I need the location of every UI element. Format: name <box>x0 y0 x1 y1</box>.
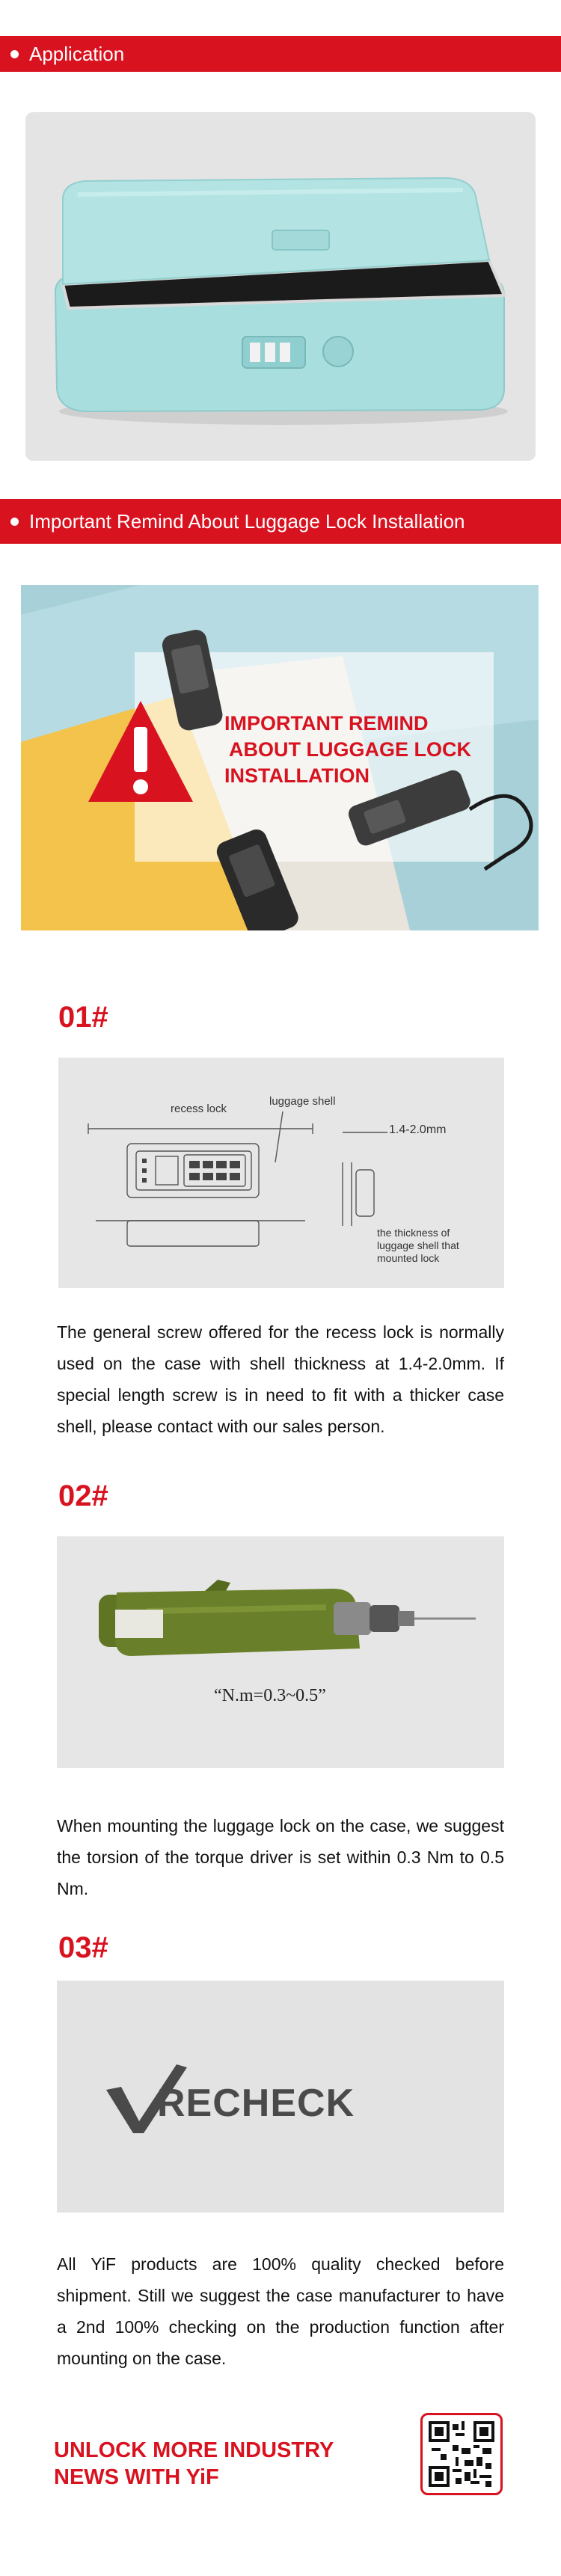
footer-title-line-2: NEWS WITH YiF <box>54 2465 219 2489</box>
torque-driver-illustration <box>57 1536 504 1768</box>
important-banner-title: Important Remind About Luggage Lock Installation <box>29 509 465 533</box>
footer-title <box>54 2437 334 2491</box>
step-02-number: 02# <box>58 1479 108 1512</box>
hero-headline-line-2: ABOUT LUGGAGE LOCK <box>229 738 471 761</box>
step-02-text: When mounting the luggage lock on the case, we suggest the torsion of the torque driver is set within 0.3 Nm to 0.5 Nm. <box>57 1816 504 1898</box>
application-banner-title: Application <box>29 42 125 65</box>
step-03-number: 03# <box>58 1931 108 1964</box>
recheck-label: RECHECK <box>157 2082 355 2125</box>
bullet-icon <box>10 50 19 58</box>
thickness-value-label: 1.4-2.0mm <box>389 1123 447 1136</box>
torque-value-label: “N.m=0.3~0.5” <box>214 1686 326 1705</box>
thickness-note-line-1: the thickness of <box>377 1227 450 1239</box>
thickness-note <box>377 1227 459 1265</box>
recess-lock-label: recess lock <box>171 1103 227 1115</box>
footer-title-line-1: UNLOCK MORE INDUSTRY <box>54 2438 334 2462</box>
bullet-icon <box>10 518 19 526</box>
hero-headline-line-3: INSTALLATION <box>224 764 370 787</box>
application-image <box>25 112 536 461</box>
application-banner <box>0 36 561 72</box>
step-03-image <box>57 1981 504 2212</box>
step-01-number: 01# <box>58 1001 108 1034</box>
qr-code-icon <box>429 2421 494 2487</box>
important-remind-image <box>21 585 539 930</box>
important-banner <box>0 499 561 544</box>
step-01-text: The general screw offered for the recess lock is normally used on the case with shell thickness at 1.4-2.0mm. If special length screw is in need to fit with a thicker case shell, please contact with our sales person. <box>57 1322 504 1436</box>
hero-headline-line-1: IMPORTANT REMIND <box>224 712 429 735</box>
luggage-shell-label: luggage shell <box>269 1095 336 1108</box>
step-02-image <box>57 1536 504 1768</box>
hero-headline <box>224 711 471 789</box>
step-03-text: All YiF products are 100% quality checked before shipment. Still we suggest the case manufacturer to have a 2nd 100% checking on the production function after mounting on the case. <box>57 2254 504 2368</box>
thickness-note-line-2: luggage shell that <box>377 1239 459 1251</box>
thickness-note-line-3: mounted lock <box>377 1252 440 1264</box>
qr-code[interactable] <box>420 2413 503 2495</box>
luggage-case-illustration <box>25 112 536 461</box>
step-01-diagram <box>58 1058 504 1288</box>
